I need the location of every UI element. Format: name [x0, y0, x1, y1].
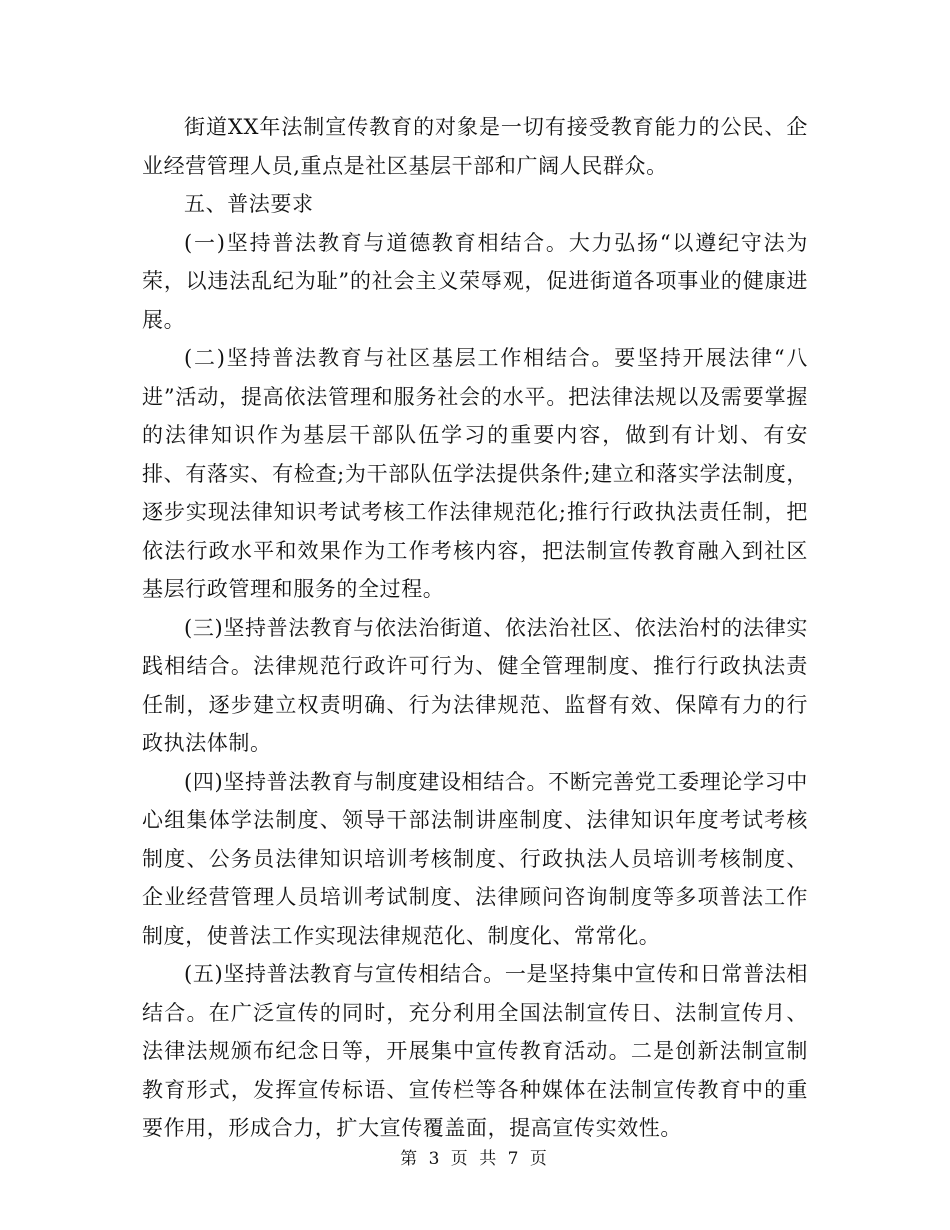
paragraph-requirement-1: (一)坚持普法教育与道德教育相结合。大力弘扬“以遵纪守法为荣，以违法乱纪为耻”的社会主义荣辱观，促进街道各项事业的健康进展。	[142, 230, 808, 332]
section-heading-requirements: 五、普法要求	[184, 192, 314, 216]
paragraph-audience: 街道XX年法制宣传教育的对象是一切有接受教育能力的公民、企业经营管理人员,重点是社区基层干部和广阔人民群众。	[142, 115, 808, 178]
paragraph-requirement-3: (三)坚持普法教育与依法治街道、依法治社区、依法治村的法律实践相结合。法律规范行政许可行为、健全管理制度、推行行政执法责任制，逐步建立权责明确、行为法律规范、监督有效、保障有力的行政执法体制。	[142, 615, 808, 755]
page-number-footer: 第 3 页 共 7 页	[400, 1149, 550, 1169]
paragraph-requirement-4: (四)坚持普法教育与制度建设相结合。不断完善党工委理论学习中心组集体学法制度、领导干部法制讲座制度、法律知识年度考试考核制度、公务员法律知识培训考核制度、行政执法人员培训考核制度、企业经营管理人员培训考试制度、法律顾问咨询制度等多项普法工作制度，使普法工作实现法律规范化、制度化、常常化。	[142, 769, 808, 948]
paragraph-requirement-5: (五)坚持普法教育与宣传相结合。一是坚持集中宣传和日常普法相结合。在广泛宣传的同时，充分利用全国法制宣传日、法制宣传月、法律法规颁布纪念日等，开展集中宣传教育活动。二是创新法制宣制教育形式，发挥宣传标语、宣传栏等各种媒体在法制宣传教育中的重要作用，形成合力，扩大宣传覆盖面，提高宣传实效性。	[142, 962, 808, 1140]
paragraph-requirement-2: (二)坚持普法教育与社区基层工作相结合。要坚持开展法律“八进”活动，提高依法管理和服务社会的水平。把法律法规以及需要掌握的法律知识作为基层干部队伍学习的重要内容，做到有计划、有安排、有落实、有检查;为干部队伍学法提供条件;建立和落实学法制度，逐步实现法律知识考试考核工作法律规范化;推行行政执法责任制，把依法行政水平和效果作为工作考核内容，把法制宣传教育融入到社区基层行政管理和服务的全过程。	[142, 346, 808, 601]
document-body	[142, 108, 808, 1148]
